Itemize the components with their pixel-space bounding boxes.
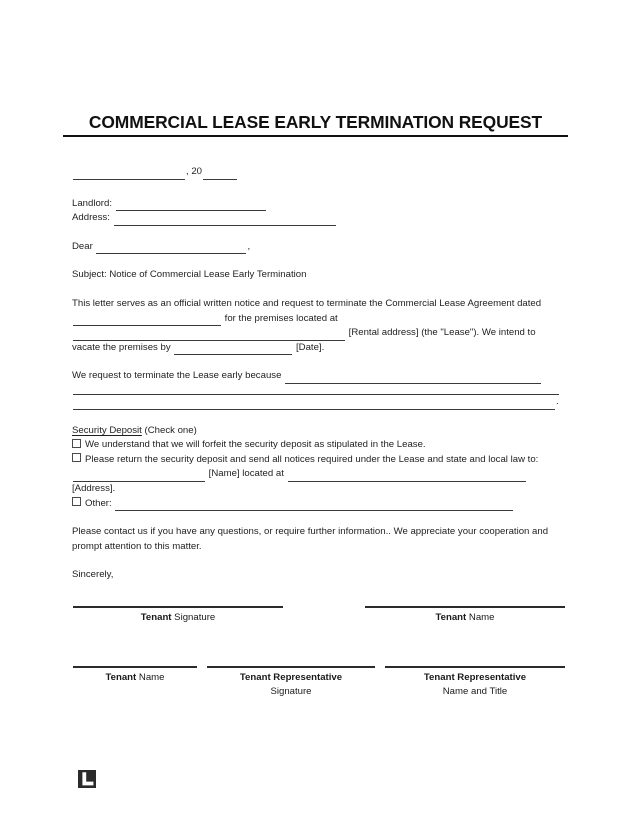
salutation-comma: , — [247, 240, 251, 252]
caption-bold: Tenant — [105, 672, 137, 683]
salutation-label: Dear — [72, 240, 96, 252]
salutation-line — [72, 240, 566, 255]
option-2-part2: [Name] located at — [206, 468, 287, 480]
caption-rest: Signature — [171, 612, 216, 623]
caption-bold: Tenant Representative — [239, 672, 343, 683]
page-title-underline — [63, 113, 568, 137]
subject-line: Subject: Notice of Commercial Lease Early Termination — [72, 269, 307, 281]
document-body — [72, 165, 566, 583]
signature-block-tenant-name — [365, 606, 565, 625]
return-name-blank[interactable] — [73, 471, 205, 482]
caption-rest: Name — [466, 612, 495, 623]
signature-caption — [73, 608, 283, 625]
page-title: COMMERCIAL LEASE EARLY TERMINATION REQUEST — [88, 112, 543, 132]
caption-rest: Name — [136, 672, 165, 683]
landlord-blank[interactable] — [116, 200, 266, 211]
signature-spacer — [197, 666, 207, 698]
checkbox-icon[interactable] — [72, 439, 81, 448]
landlord-line — [72, 197, 566, 212]
checkbox-icon[interactable] — [72, 497, 81, 506]
year-blank[interactable] — [203, 169, 237, 180]
reason-blank-1[interactable] — [285, 373, 541, 384]
year-prefix: , 20 — [186, 166, 203, 177]
signature-block-rep-signature — [207, 666, 375, 698]
other-blank[interactable] — [115, 500, 513, 511]
address-blank[interactable] — [114, 215, 336, 226]
salutation-blank[interactable] — [96, 243, 246, 254]
reason-blank-line-3-wrap — [72, 395, 566, 410]
vacate-date-blank[interactable] — [174, 344, 292, 355]
checkbox-icon[interactable] — [72, 453, 81, 462]
signature-row-2 — [73, 666, 565, 698]
security-deposit-note: (Check one) — [141, 424, 197, 436]
date-blank[interactable] — [73, 169, 185, 180]
body-paragraph-1 — [72, 297, 566, 355]
rental-address-blank[interactable] — [73, 330, 345, 341]
option-1-label: We understand that we will forfeit the security deposit as stipulated in the Lease. — [85, 439, 426, 451]
option-2-part3: [Address]. — [72, 482, 116, 494]
caption-bold: Tenant — [140, 612, 172, 623]
lawdistrict-logo-icon — [78, 770, 96, 788]
para1-part3: [Rental address] (the "Lease"). We intend to vacate the premises by — [72, 327, 536, 353]
logo-svg — [78, 770, 96, 788]
address-line — [72, 211, 566, 226]
body-paragraph-2 — [72, 369, 566, 384]
security-deposit-option-1[interactable] — [72, 438, 566, 453]
signature-block-rep-name-title — [385, 666, 565, 698]
signature-spacer — [375, 666, 385, 698]
security-deposit-option-2[interactable] — [72, 453, 566, 497]
reason-blank-line-2-wrap — [72, 384, 566, 395]
security-deposit-title: Security Deposit — [72, 424, 142, 436]
reason-blank-3[interactable] — [73, 399, 555, 410]
date-line — [72, 165, 566, 180]
reason-blank-2[interactable] — [73, 384, 559, 395]
para2-lead: We request to terminate the Lease early because — [72, 370, 285, 382]
signature-caption — [207, 668, 375, 698]
option-3-label: Other: — [85, 497, 115, 509]
signature-spacer — [283, 606, 365, 625]
option-2-part1: Please return the security deposit and send all notices required under the Lease and state and local law to: — [85, 453, 539, 465]
address-label: Address: — [72, 212, 113, 224]
lease-date-blank[interactable] — [73, 315, 221, 326]
security-deposit-heading — [72, 424, 566, 439]
signature-block-tenant-signature — [73, 606, 283, 625]
landlord-label: Landlord: — [72, 197, 115, 209]
signature-row-1 — [73, 606, 565, 625]
para1-part4: [Date]. — [293, 341, 325, 353]
caption-bold: Tenant Representative — [423, 672, 527, 683]
signature-block-tenant-name-2 — [73, 666, 197, 698]
signoff: Sincerely, — [72, 569, 114, 581]
signature-caption — [385, 668, 565, 698]
return-address-blank[interactable] — [288, 471, 526, 482]
signature-caption — [73, 668, 197, 685]
caption-bold: Tenant — [435, 612, 467, 623]
security-deposit-option-3[interactable] — [72, 497, 566, 512]
para1-part1: This letter serves as an official written notice and request to terminate the Commercial Lease Agreement dated — [72, 297, 542, 309]
caption-line-2: Name and Title — [442, 685, 508, 697]
signature-caption — [365, 608, 565, 625]
closing-paragraph: Please contact us if you have any questions, or require further information.. We appreciate your cooperation and prompt attention to this matter. — [72, 526, 549, 552]
para2-end: . — [556, 395, 559, 407]
caption-line-2: Signature — [270, 685, 312, 697]
para1-part2: for the premises located at — [222, 312, 338, 324]
